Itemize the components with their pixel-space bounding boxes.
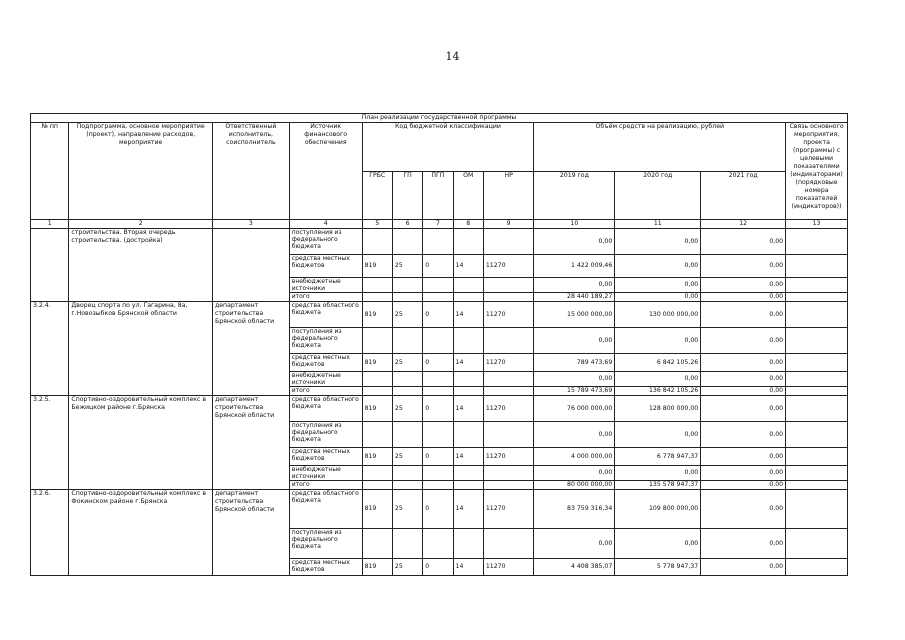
code-pgp: 0 xyxy=(423,255,453,278)
code-gp xyxy=(392,372,422,387)
code-pgp xyxy=(423,229,453,255)
code-om: 14 xyxy=(453,302,483,328)
code-np xyxy=(483,529,534,559)
code-om xyxy=(453,328,483,354)
code-om xyxy=(453,529,483,559)
code-grbs xyxy=(362,422,392,448)
code-grbs xyxy=(362,372,392,387)
amount-2020: 0,00 xyxy=(615,328,701,354)
amount-2020: 0,00 xyxy=(615,422,701,448)
code-grbs xyxy=(362,466,392,481)
indicator-link xyxy=(786,529,848,559)
column-number: 3 xyxy=(212,220,289,229)
amount-2021: 0,00 xyxy=(701,278,786,293)
header-2019: 2019 год xyxy=(534,171,615,220)
column-number: 10 xyxy=(534,220,615,229)
code-om xyxy=(453,293,483,302)
amount-2020: 0,00 xyxy=(615,466,701,481)
code-grbs: 819 xyxy=(362,255,392,278)
indicator-link xyxy=(786,302,848,328)
code-pgp xyxy=(423,387,453,396)
amount-2021: 0,00 xyxy=(701,490,786,529)
code-pgp: 0 xyxy=(423,354,453,372)
amount-2019: 0,00 xyxy=(534,229,615,255)
code-pgp xyxy=(423,278,453,293)
amount-2019: 80 000 000,00 xyxy=(534,481,615,490)
column-number: 7 xyxy=(423,220,453,229)
header-2021: 2021 год xyxy=(701,171,786,220)
funding-source: итого xyxy=(289,481,362,490)
indicator-link xyxy=(786,255,848,278)
row-number: 3.2.4. xyxy=(31,302,69,396)
column-number: 4 xyxy=(289,220,362,229)
code-pgp xyxy=(423,293,453,302)
indicator-link xyxy=(786,448,848,466)
amount-2021: 0,00 xyxy=(701,481,786,490)
funding-source: поступления из федерального бюджета xyxy=(289,229,362,255)
code-om: 14 xyxy=(453,448,483,466)
code-gp: 25 xyxy=(392,255,422,278)
funding-source: внебюджетные источники xyxy=(289,372,362,387)
executor: департамент строительства Брянской области xyxy=(212,302,289,396)
code-gp: 25 xyxy=(392,354,422,372)
amount-2020: 136 842 105,26 xyxy=(615,387,701,396)
indicator-link xyxy=(786,229,848,255)
amount-2021: 0,00 xyxy=(701,422,786,448)
header-link: Связь основного мероприятия, проекта (программы) с целевыми показателями (индикаторами) (порядковые номера показателей (индикаторов)) xyxy=(786,123,848,220)
row-number: 3.2.5. xyxy=(31,396,69,490)
funding-source: средства местных бюджетов xyxy=(289,559,362,576)
code-om xyxy=(453,372,483,387)
amount-2020: 0,00 xyxy=(615,529,701,559)
code-gp xyxy=(392,229,422,255)
amount-2019: 0,00 xyxy=(534,422,615,448)
code-np xyxy=(483,328,534,354)
table-title: План реализации государственной программы xyxy=(31,114,848,123)
code-grbs xyxy=(362,387,392,396)
code-grbs xyxy=(362,278,392,293)
amount-2019: 4 408 385,07 xyxy=(534,559,615,576)
table-row xyxy=(31,490,848,529)
code-np: 11270 xyxy=(483,396,534,422)
amount-2020: 0,00 xyxy=(615,229,701,255)
program-plan-table xyxy=(30,113,848,576)
amount-2019: 0,00 xyxy=(534,372,615,387)
code-np xyxy=(483,293,534,302)
indicator-link xyxy=(786,387,848,396)
column-number: 5 xyxy=(362,220,392,229)
table-row xyxy=(31,229,848,255)
code-pgp xyxy=(423,466,453,481)
activity-name: Дворец спорта по ул. Гагарина, 8а, г.Новозыбков Брянской области xyxy=(69,302,213,396)
code-gp: 25 xyxy=(392,490,422,529)
amount-2019: 789 473,69 xyxy=(534,354,615,372)
code-np: 11270 xyxy=(483,302,534,328)
header-name: Подпрограмма, основное мероприятие (проект), направление расходов, мероприятие xyxy=(69,123,213,220)
funding-source: поступления из федерального бюджета xyxy=(289,328,362,354)
column-number: 8 xyxy=(453,220,483,229)
code-np: 11270 xyxy=(483,448,534,466)
funding-source: средства областного бюджета xyxy=(289,302,362,328)
indicator-link xyxy=(786,481,848,490)
code-np xyxy=(483,278,534,293)
header-np: НР xyxy=(483,171,534,220)
amount-2019: 0,00 xyxy=(534,529,615,559)
funding-source: итого xyxy=(289,293,362,302)
code-np: 11270 xyxy=(483,559,534,576)
amount-2019: 0,00 xyxy=(534,278,615,293)
page-number: 14 xyxy=(445,50,460,63)
indicator-link xyxy=(786,559,848,576)
funding-source: внебюджетные источники xyxy=(289,278,362,293)
code-om xyxy=(453,466,483,481)
code-np xyxy=(483,422,534,448)
column-number: 9 xyxy=(483,220,534,229)
amount-2021: 0,00 xyxy=(701,559,786,576)
column-number: 2 xyxy=(69,220,213,229)
code-om: 14 xyxy=(453,354,483,372)
amount-2021: 0,00 xyxy=(701,372,786,387)
indicator-link xyxy=(786,396,848,422)
column-number: 11 xyxy=(615,220,701,229)
code-np xyxy=(483,481,534,490)
code-grbs: 819 xyxy=(362,559,392,576)
code-pgp: 0 xyxy=(423,559,453,576)
funding-source: средства местных бюджетов xyxy=(289,448,362,466)
code-om xyxy=(453,481,483,490)
amount-2019: 76 000 000,00 xyxy=(534,396,615,422)
code-pgp: 0 xyxy=(423,490,453,529)
code-pgp xyxy=(423,529,453,559)
code-om xyxy=(453,229,483,255)
code-pgp xyxy=(423,481,453,490)
code-grbs: 819 xyxy=(362,396,392,422)
code-gp: 25 xyxy=(392,302,422,328)
code-gp xyxy=(392,387,422,396)
table-row xyxy=(31,396,848,422)
code-grbs xyxy=(362,481,392,490)
code-om xyxy=(453,422,483,448)
funding-source: внебюджетные источники xyxy=(289,466,362,481)
amount-2019: 28 440 189,27 xyxy=(534,293,615,302)
code-gp: 25 xyxy=(392,448,422,466)
executor: департамент строительства Брянской области xyxy=(212,490,289,576)
amount-2021: 0,00 xyxy=(701,466,786,481)
amount-2020: 6 778 947,37 xyxy=(615,448,701,466)
amount-2019: 0,00 xyxy=(534,328,615,354)
header-volume: Объём средств на реализацию, рублей xyxy=(534,123,786,172)
header-no: № пп xyxy=(31,123,69,220)
column-number-row xyxy=(31,220,848,229)
amount-2020: 128 800 000,00 xyxy=(615,396,701,422)
amount-2020: 130 000 000,00 xyxy=(615,302,701,328)
code-gp: 25 xyxy=(392,396,422,422)
amount-2021: 0,00 xyxy=(701,354,786,372)
indicator-link xyxy=(786,354,848,372)
amount-2021: 0,00 xyxy=(701,255,786,278)
amount-2021: 0,00 xyxy=(701,293,786,302)
code-np: 11270 xyxy=(483,255,534,278)
header-gp: ГП xyxy=(392,171,422,220)
code-np xyxy=(483,466,534,481)
code-grbs xyxy=(362,328,392,354)
code-grbs xyxy=(362,229,392,255)
executor xyxy=(212,229,289,302)
amount-2021: 0,00 xyxy=(701,529,786,559)
header-grbs: ГРБС xyxy=(362,171,392,220)
code-gp xyxy=(392,481,422,490)
code-grbs: 819 xyxy=(362,490,392,529)
amount-2021: 0,00 xyxy=(701,448,786,466)
header-pgp: ПГП xyxy=(423,171,453,220)
code-pgp: 0 xyxy=(423,396,453,422)
amount-2019: 15 000 000,00 xyxy=(534,302,615,328)
indicator-link xyxy=(786,328,848,354)
amount-2020: 5 778 947,37 xyxy=(615,559,701,576)
funding-source: средства областного бюджета xyxy=(289,490,362,529)
code-pgp xyxy=(423,422,453,448)
column-number: 13 xyxy=(786,220,848,229)
code-gp xyxy=(392,422,422,448)
code-np xyxy=(483,372,534,387)
code-pgp: 0 xyxy=(423,302,453,328)
funding-source: средства областного бюджета xyxy=(289,396,362,422)
indicator-link xyxy=(786,466,848,481)
code-grbs xyxy=(362,293,392,302)
amount-2021: 0,00 xyxy=(701,328,786,354)
code-om: 14 xyxy=(453,490,483,529)
amount-2021: 0,00 xyxy=(701,387,786,396)
row-number xyxy=(31,229,69,302)
funding-source: средства местных бюджетов xyxy=(289,354,362,372)
code-gp xyxy=(392,466,422,481)
column-number: 1 xyxy=(31,220,69,229)
amount-2020: 0,00 xyxy=(615,255,701,278)
code-np: 11270 xyxy=(483,354,534,372)
amount-2019: 83 759 316,34 xyxy=(534,490,615,529)
amount-2020: 0,00 xyxy=(615,372,701,387)
indicator-link xyxy=(786,490,848,529)
code-gp: 25 xyxy=(392,559,422,576)
amount-2019: 15 789 473,69 xyxy=(534,387,615,396)
indicator-link xyxy=(786,293,848,302)
code-om xyxy=(453,387,483,396)
code-np xyxy=(483,387,534,396)
code-np: 11270 xyxy=(483,490,534,529)
amount-2019: 1 422 009,46 xyxy=(534,255,615,278)
table-row xyxy=(31,302,848,328)
amount-2020: 6 842 105,26 xyxy=(615,354,701,372)
code-grbs: 819 xyxy=(362,302,392,328)
table-body xyxy=(31,220,848,576)
amount-2020: 0,00 xyxy=(615,293,701,302)
amount-2019: 0,00 xyxy=(534,466,615,481)
amount-2020: 109 800 000,00 xyxy=(615,490,701,529)
code-grbs xyxy=(362,529,392,559)
code-gp xyxy=(392,328,422,354)
funding-source: итого xyxy=(289,387,362,396)
code-np xyxy=(483,229,534,255)
code-gp xyxy=(392,278,422,293)
indicator-link xyxy=(786,372,848,387)
code-om: 14 xyxy=(453,396,483,422)
activity-name: Спортивно-оздоровительный комплекс в Фокинском районе г.Брянска xyxy=(69,490,213,576)
code-pgp xyxy=(423,372,453,387)
amount-2019: 4 000 000,00 xyxy=(534,448,615,466)
amount-2020: 0,00 xyxy=(615,278,701,293)
code-om: 14 xyxy=(453,255,483,278)
header-executor: Ответственный исполнитель, соисполнитель xyxy=(212,123,289,220)
column-number: 6 xyxy=(392,220,422,229)
code-gp xyxy=(392,293,422,302)
code-pgp: 0 xyxy=(423,448,453,466)
code-om xyxy=(453,278,483,293)
amount-2021: 0,00 xyxy=(701,302,786,328)
column-number: 12 xyxy=(701,220,786,229)
header-source: Источник финансового обеспечения xyxy=(289,123,362,220)
amount-2021: 0,00 xyxy=(701,396,786,422)
activity-name: строительства. Вторая очередь строительства. (достройка) xyxy=(69,229,213,302)
header-om: ОМ xyxy=(453,171,483,220)
funding-source: поступления из федерального бюджета xyxy=(289,529,362,559)
row-number: 3.2.6. xyxy=(31,490,69,576)
code-pgp xyxy=(423,328,453,354)
code-grbs: 819 xyxy=(362,354,392,372)
funding-source: поступления из федерального бюджета xyxy=(289,422,362,448)
activity-name: Спортивно-оздоровительный комплекс в Бежицком районе г.Брянска xyxy=(69,396,213,490)
indicator-link xyxy=(786,278,848,293)
indicator-link xyxy=(786,422,848,448)
executor: департамент строительства Брянской области xyxy=(212,396,289,490)
amount-2021: 0,00 xyxy=(701,229,786,255)
code-gp xyxy=(392,529,422,559)
code-grbs: 819 xyxy=(362,448,392,466)
funding-source: средства местных бюджетов xyxy=(289,255,362,278)
header-2020: 2020 год xyxy=(615,171,701,220)
amount-2020: 135 578 947,37 xyxy=(615,481,701,490)
code-om: 14 xyxy=(453,559,483,576)
header-budget-code: Код бюджетной классификации xyxy=(362,123,534,172)
